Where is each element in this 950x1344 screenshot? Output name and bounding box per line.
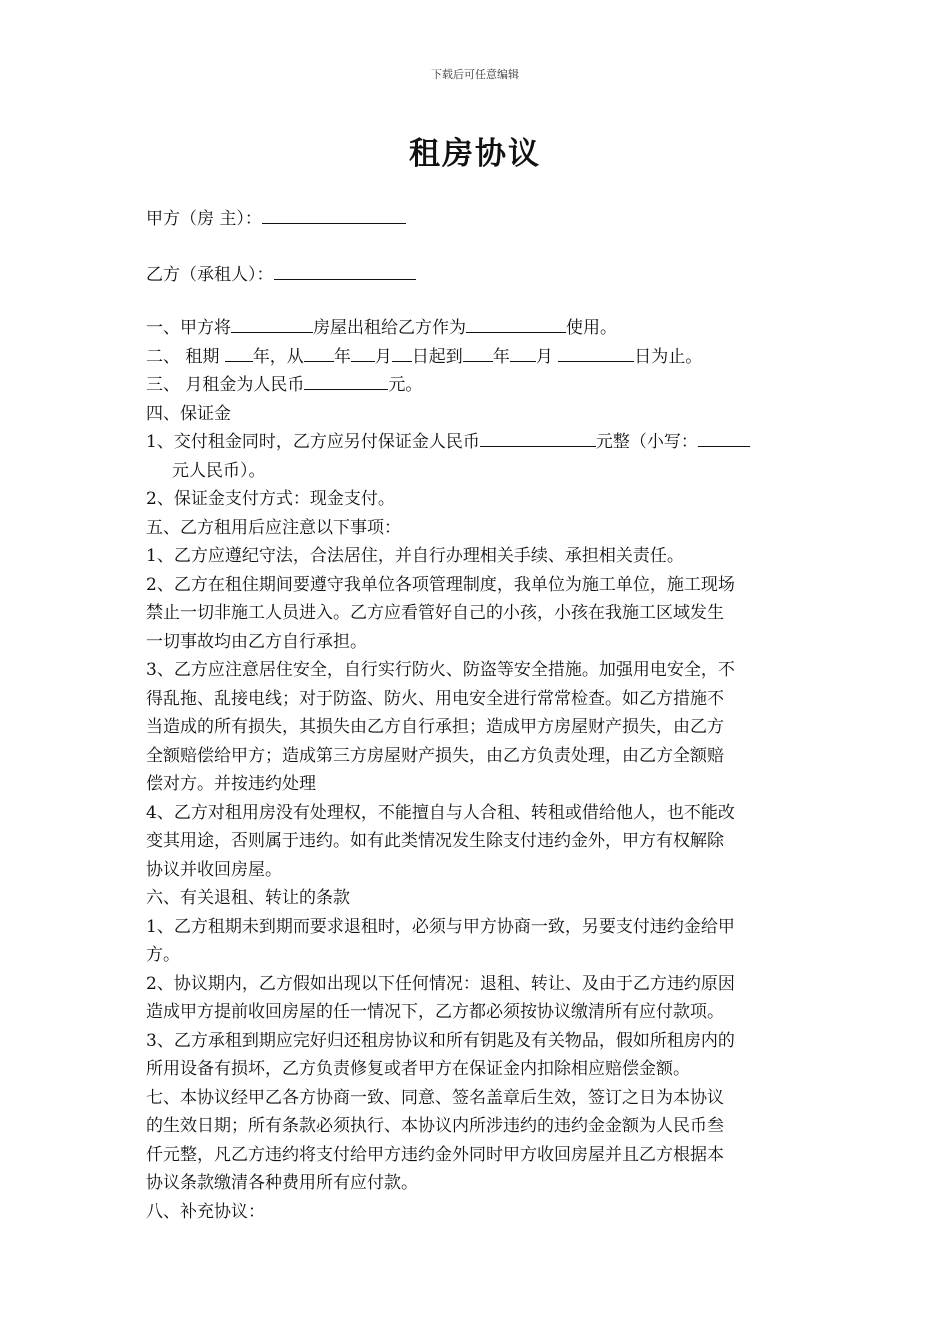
text-line: 协议条款缴清各种费用所有应付款。 <box>146 1173 418 1193</box>
deposit-amount-blank[interactable] <box>480 430 596 447</box>
document-title: 租房协议 <box>409 136 541 172</box>
text-line: 方。 <box>146 945 180 965</box>
end-day-blank[interactable] <box>558 345 634 362</box>
party-b-label: 乙方（承租人）： <box>146 265 274 285</box>
text-line: 1、乙方租期未到期而要求退租时，必须与甲方协商一致，另要支付违约金给甲 <box>146 916 735 937</box>
clause-1-text: 使用。 <box>566 318 617 338</box>
text-line: 仟元整，凡乙方违约将支付给甲方违约金外同时甲方收回房屋并且乙方根据本 <box>146 1144 724 1165</box>
text-line: 3、乙方承租到期应完好归还租房协议和所有钥匙及有关物品，假如所租房内的 <box>146 1030 735 1051</box>
text-line: 所用设备有损坏，乙方负责修复或者甲方在保证金内扣除相应赔偿金额。 <box>146 1059 690 1079</box>
text-line: 4、乙方对租用房没有处理权，不能擅自与人合租、转租或借给他人，也不能改 <box>146 802 735 823</box>
deposit-text: 元整（小写： <box>595 432 698 452</box>
text-line: 偿对方。并按违约处理 <box>146 774 316 794</box>
end-month-blank[interactable] <box>510 345 536 362</box>
agreement-body <box>146 314 810 1226</box>
clause-2-text: 月 <box>374 346 392 367</box>
text-line: 全额赔偿给甲方；造成第三方房屋财产损失，由乙方负责处理，由乙方全额赔 <box>146 745 724 766</box>
clause-2 <box>146 343 810 372</box>
property-blank[interactable] <box>231 316 313 333</box>
text-line: 协议并收回房屋。 <box>146 859 282 880</box>
text-line: 1、乙方应遵纪守法，合法居住，并自行办理相关手续、承担相关责任。 <box>146 546 684 566</box>
text-line: 一切事故均由乙方自行承担。 <box>146 631 367 652</box>
header-note: 下载后可任意编辑 <box>431 68 519 81</box>
clause-2-text: 月 <box>535 346 553 367</box>
party-b-line <box>146 260 416 285</box>
end-year-blank[interactable] <box>463 345 493 362</box>
text-line: 的生效日期；所有条款必须执行、本协议内所涉违约的违约金金额为人民币叁 <box>146 1116 724 1136</box>
purpose-blank[interactable] <box>466 316 566 333</box>
text-line: 2、乙方在租住期间要遵守我单位各项管理制度，我单位为施工单位，施工现场 <box>146 574 735 595</box>
text-line: 得乱拖、乱接电线；对于防盗、防火、用电安全进行常常检查。如乙方措施不 <box>146 688 724 709</box>
rent-blank[interactable] <box>304 373 388 390</box>
clause-1 <box>146 314 810 343</box>
clause-1-text: 一、甲方将 <box>146 318 231 338</box>
deposit-item-1 <box>146 428 810 457</box>
text-line: 禁止一切非施工人员进入。乙方应看管好自己的小孩，小孩在我施工区域发生 <box>146 603 724 623</box>
clause-3-text: 元。 <box>388 375 423 395</box>
text-line: 造成甲方提前收回房屋的任一情况下，乙方都必须按协议缴清所有应付款项。 <box>146 1002 724 1022</box>
deposit-item-2: 2、保证金支付方式：现金支付。 <box>146 489 395 509</box>
clause-1-text: 房屋出租给乙方作为 <box>313 318 466 338</box>
clause-3 <box>146 371 810 400</box>
start-month-blank[interactable] <box>351 345 375 362</box>
text-line: 2、协议期内，乙方假如出现以下任何情况：退租、转让、及由于乙方违约原因 <box>146 973 735 994</box>
clause-2-text: 日为止。 <box>634 346 703 367</box>
clause-2-text: 日起到 <box>411 346 463 367</box>
text-line: 变其用途，否则属于违约。如有此类情况发生除支付违约金外，甲方有权解除 <box>146 831 724 851</box>
start-day-blank[interactable] <box>392 345 412 362</box>
clause-2-text: 年，从 <box>252 346 304 367</box>
section-heading: 六、有关退租、转让的条款 <box>146 888 350 908</box>
text-line: 3、乙方应注意居住安全，自行实行防火、防盗等安全措施。加强用电安全，不 <box>146 660 735 680</box>
section-heading: 四、保证金 <box>146 403 231 424</box>
clause-3-text: 三、 月租金为人民币 <box>146 375 305 395</box>
party-a-line <box>146 204 406 229</box>
clause-2-text: 年 <box>492 346 510 367</box>
section-heading: 五、乙方租用后应注意以下事项： <box>146 517 401 538</box>
party-a-label: 甲方（房 主）： <box>146 209 262 229</box>
deposit-item-1-cont: 元人民币）。 <box>172 460 266 481</box>
party-b-blank[interactable] <box>274 263 416 280</box>
start-year-blank[interactable] <box>304 345 334 362</box>
text-line: 七、本协议经甲乙各方协商一致、同意、签名盖章后生效，签订之日为本协议 <box>146 1087 724 1108</box>
party-a-blank[interactable] <box>262 207 406 224</box>
deposit-numeric-blank[interactable] <box>698 430 750 447</box>
clause-2-text: 年 <box>333 346 351 367</box>
term-years-blank[interactable] <box>225 345 253 362</box>
clause-2-text: 二、 租期 <box>146 346 220 367</box>
deposit-text: 1、交付租金同时，乙方应另付保证金人民币 <box>146 432 480 452</box>
text-line: 当造成的所有损失，其损失由乙方自行承担；造成甲方房屋财产损失，由乙方 <box>146 717 724 737</box>
section-heading: 八、补充协议： <box>146 1201 265 1222</box>
